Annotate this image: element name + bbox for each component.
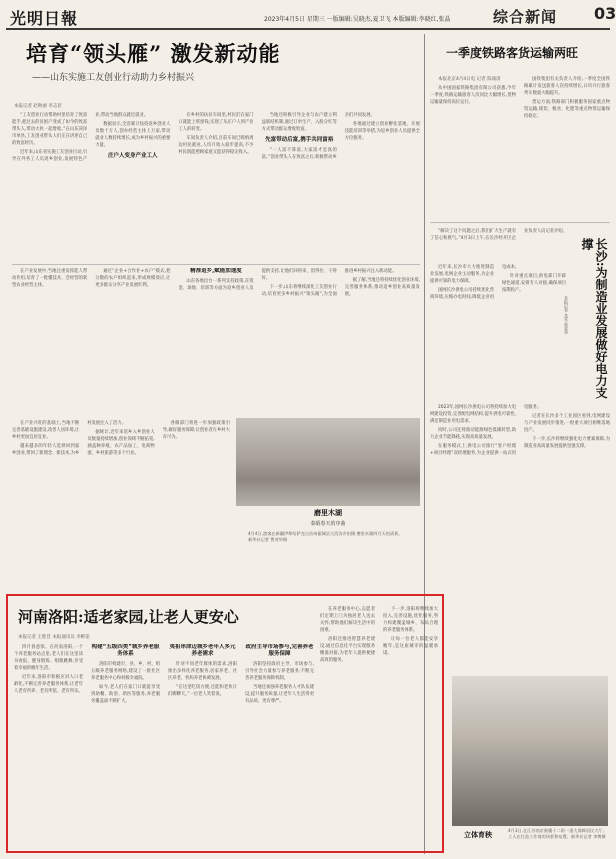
- right-top-headline: 一季度铁路客货运输两旺: [446, 46, 579, 60]
- right-mid-headline-box: [574, 232, 608, 402]
- right-top-byline: 本报北京4月4日电 记者 陈康清: [438, 77, 501, 82]
- right-top-body: 本报北京4月4日电 记者 陈康清 从中国国家铁路集团有限公司获悉,今年一季度,铁路运输旅客人次同比大幅增长,货物运输量保持高位运行。 国铁集团有关负责人介绍,一季度全国铁路累计发送旅客人次持续增长,日均开行旅客列车数量大幅提升。 货运方面,铁路部门积极服务国家重点物资运输,煤炭、粮食、化肥等重点物资运输保持稳定。: [430, 77, 610, 119]
- lead-body-bottom: 在产业发展中,当地注重发挥能人带动作用,培育了一批懂技术、会经营的新型农业经营主体。 通过“企业+合作社+农户”模式,把分散的农户组织起来,形成规模效应,让更多群众分享产业发展红利。 精准返乡,赋能加速度 山东各地出台一系列支持政策,在资金、场地、培训等方面为返乡创业人员提供支持,让他们回得来、留得住、干得好。 下一步,山东将继续深化工友创业行动,培育更多乡村振兴“领头雁”,为全面推进乡村振兴注入新动能。 据了解,当地还将持续优化创业环境,完善服务体系,推动返乡创业高质量发展。: [12, 268, 420, 297]
- photo-caption: 4月4日,游客在新疆伊犁哈萨克自治州霍城县大西沟乡拍摄 磨里木湖四月天的清景。 新华社记者 费茂华摄: [248, 531, 403, 542]
- lead-subhead-1: 庄户人变身产业工人: [108, 153, 158, 159]
- photo-headline: 磨里木湖: [314, 508, 342, 517]
- divider: [12, 264, 420, 265]
- feature-subhead-3: 政府主导市场参与,完善养老服务保障: [245, 644, 314, 657]
- feature-body: 四月春意浓。在河南洛阳,一个个养老服务站点里,老人们在这里读书看报、健身锻炼、唱歌跳舞,享受着幸福的晚年生活。 近年来,洛阳市积极应对人口老龄化,不断完善养老服务体系,让老年人老有所养、老有所依、老有所乐。 构建“五级四类”城乡养老服务体系 洛阳市构建市、县、乡、村、组五级养老服务网络,建设了一批社区养老服务中心和村级幸福院。 如今,老人们在家门口就能享受到助餐、助浴、助医等服务,养老服务覆盖面不断扩大。 夷祖串津迈城乡老年人多元养老需求 针对不同老年群体的需求,洛阳推出多样化养老服务,居家养老、社区养老、机构养老协调发展。 “在这里吃饭方便,还能和老伙计们聊聊天。”一位老人笑着说。 政府主导市场参与,完善养老服务保障 洛阳坚持政府主导、市场参与,引导社会力量参与养老服务,不断完善养老服务保障机制。 当地还加强养老服务人才队伍建设,提升服务质量,让老年人生活得更有品质、更有尊严。: [14, 644, 314, 704]
- lead-subheadline: ——山东实施工友创业行动助力乡村振兴: [32, 73, 195, 83]
- feature-photo-caption: 4月3日,在江苏南京鼓楼十二街一重大保障居民大厅,工人在打造工作岗的场景和布置。新华社记者 李博摄: [508, 828, 606, 839]
- right-mid-body: 近年来,长沙市大力推进制造业发展,电网企业主动服务,为企业提供可靠的电力保障。 国网长沙供电公司持续优化营商环境,压缩办电时间,降低企业用电成本。 针对重点项目,供电部门开辟绿色通道,安排专人对接,确保项目按期投产。: [430, 265, 566, 300]
- feature-subhead-1: 构建“五级四类”城乡养老服务体系: [91, 644, 160, 657]
- feature-body-right: 在养老服务中心,志愿者们定期上门为独居老人送去关怀,帮助他们解决生活中的困难。 洛阳还推进智慧养老建设,通过信息化平台实现服务精准对接,为老年人提供便捷高效的服务。 下一步,洛阳将继续加大投入,完善设施,优化服务,努力构建覆盖城乡、布局合理的养老服务体系。 让每一位老人都能安享晚年,是这座城市的温暖承诺。: [320, 607, 438, 663]
- page-number: 03: [594, 4, 616, 23]
- right-mid-headline: 长沙:为制造业发展做好电力支撑: [580, 238, 608, 399]
- masthead: [6, 4, 616, 30]
- right-mid-intro: “解决了这个问题之后,我们扩大生产就有了信心和底气。”4月3日上午,在长沙经开区企业负责人向记者介绍。: [430, 229, 567, 241]
- feature-headline: 河南洛阳:适老家园,让老人更安心: [18, 608, 239, 626]
- lead-subhead-2: 先富带动后富,携手共同富裕: [265, 137, 334, 143]
- lead-headline: 培育“领头雁” 激发新动能: [26, 41, 281, 66]
- photo-subtitle: 泰晤春天的序曲: [310, 521, 346, 527]
- feature-byline: 本报记者 王胜昔 本报通讯员 李彬崖: [18, 635, 90, 640]
- feature-subhead-2: 夷祖串津迈城乡老年人多元养老需求: [169, 644, 236, 657]
- newspaper-logo: 光明日報: [10, 9, 79, 28]
- left-lower-body: 在产业兴旺的基础上,当地不断完善基础设施建设,改善人居环境,让乡村更加宜居宜业。 越来越多的年轻人选择回到家乡创业,带回了新理念、新技术,为乡村发展注入了活力。 据统计,近年来返乡入乡创业人员数量持续增加,创业领域不断拓宽,涵盖种养殖、农产品加工、电商物流、乡村旅游等多个行业。 各级部门将进一步加强政策引导,做好服务保障,让创业者在乡村大有可为。: [12, 421, 230, 456]
- section-title: 综合新闻: [493, 8, 558, 26]
- footer-label: 立体育秧: [464, 830, 492, 839]
- lead-body-top: “工友创业行动帮助村里培育了致富能手,把过去的贫困户变成了如今的致富带头人,带动大伙一起增收。”在山东菏泽市单县,工友创业带头人们正在讲述自己的致富经历。 近年来,山东省实施工友创业行动,引导在外务工人员返乡创业,发展特色产业,带动当地群众就近就业。 数据显示,全省累计扶持返乡创业人员数十万人,创办经营主体上万家,带动就业人数持续增长,成为乡村振兴的重要力量。 庄户人变身产业工人 在乡村的扶贫车间里,村民们在家门口就能上班挣钱,实现了从庄户人到产业工人的转变。 车间负责人介绍,目前车间已吸纳周边村民就业,人均月收入稳步提高,不少村民既能照顾家庭又能获得稳定收入。 当地还积极引导企业与农户建立利益联结机制,通过订单生产、入股分红等方式带动群众增收致富。 先富带动后富,携手共同富裕 “一人富不算富,大家富才是真的富。”创业带头人在致富之后,积极带动乡亲们共同发展。 各地通过建立创业孵化基地、开展技能培训等举措,为返乡创业人员提供全方位服务。: [12, 113, 420, 162]
- right-mid-byline: 本报记者 龙军 禹爱华: [564, 296, 569, 335]
- photo-box: [236, 508, 420, 592]
- right-lower-body: 2023年,国网长沙供电公司将持续加大电网建设投资,完善配电网结构,提升供电可靠性,满足制造业用电需求。 同时,公司还将推动能源绿色低碳转型,助力企业节能降耗,实现高质量发展。 在服务模式上,供电公司推行“客户经理+项目经理”双经理服务,为企业提供一站式用电服务。 记者在长沙多个工业园区看到,电网建设与产业发展同步推进,一批重大项目相继落地投产。 下一步,长沙将继续强化电力要素保障,为制造业高质量发展提供坚强支撑。: [430, 405, 610, 456]
- lead-photo: [236, 418, 420, 506]
- dateline: 2023年4月5日 星期三 一版编辑:吴晓杰,夏卫飞 本版编辑:李晓红,张晶: [264, 16, 451, 23]
- lead-subhead-3: 精准返乡,赋能加速度: [190, 268, 242, 274]
- feature-photo: [452, 676, 608, 826]
- lead-byline: 本报记者 赵秋丽 李志臣: [14, 104, 62, 109]
- divider: [430, 222, 610, 223]
